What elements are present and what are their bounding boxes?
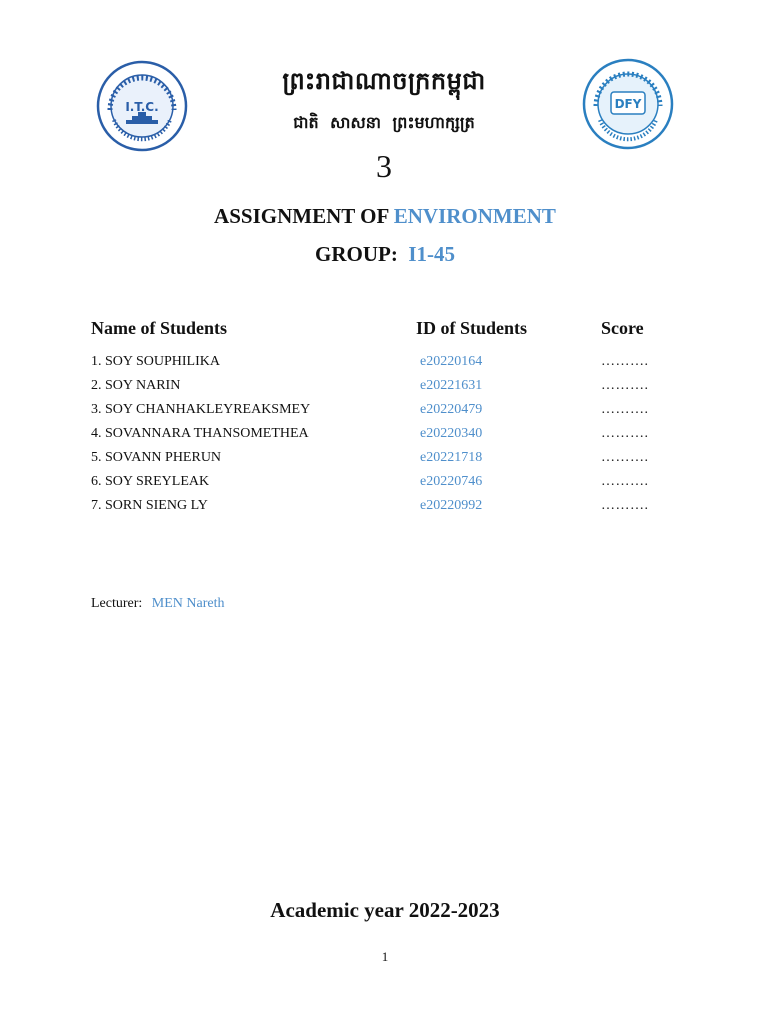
student-id: e20220340 bbox=[420, 426, 483, 441]
table-row bbox=[0, 354, 768, 378]
table-row bbox=[0, 378, 768, 402]
student-score: ………. bbox=[601, 378, 649, 393]
student-id: e20220479 bbox=[420, 402, 483, 417]
student-name: 2. SOY NARIN bbox=[91, 378, 181, 393]
group-value: I1-45 bbox=[408, 242, 455, 266]
student-score: ………. bbox=[601, 474, 649, 489]
student-score: ………. bbox=[601, 498, 649, 513]
assignment-prefix: ASSIGNMENT OF bbox=[214, 204, 389, 228]
header-id-of-students: ID of Students bbox=[416, 318, 528, 338]
student-score: ………. bbox=[601, 450, 649, 465]
lecturer-line bbox=[91, 596, 225, 612]
assignment-title bbox=[0, 204, 768, 229]
student-id: e20221718 bbox=[420, 450, 483, 465]
lecturer-label: Lecturer: bbox=[91, 596, 143, 611]
student-score: ………. bbox=[601, 402, 649, 417]
khmer-kingdom-title: ព្រះរាជាណាចក្រកម្ពុជា bbox=[282, 67, 486, 95]
page-number: 1 bbox=[381, 949, 389, 964]
assignment-subject: ENVIRONMENT bbox=[393, 204, 556, 228]
header-name-of-students: Name of Students bbox=[91, 318, 228, 338]
table-row bbox=[0, 498, 768, 522]
student-name: 5. SOVANN PHERUN bbox=[91, 450, 222, 465]
student-id: e20220746 bbox=[420, 474, 483, 489]
table-row bbox=[0, 426, 768, 450]
student-score: ………. bbox=[601, 426, 649, 441]
table-row bbox=[0, 450, 768, 474]
table-row bbox=[0, 402, 768, 426]
student-name: 1. SOY SOUPHILIKA bbox=[91, 354, 220, 369]
students-table bbox=[0, 354, 768, 522]
student-id: e20221631 bbox=[420, 378, 483, 393]
group-label: GROUP: bbox=[315, 242, 398, 266]
header-score: Score bbox=[601, 318, 644, 338]
svg-text:I.T.C.: I.T.C. bbox=[125, 100, 159, 114]
student-id: e20220992 bbox=[420, 498, 483, 513]
student-name: 3. SOY CHANHAKLEYREAKSMEY bbox=[91, 402, 311, 417]
khmer-motto: ជាតិ សាសនា ព្រះមហាក្សត្រ bbox=[293, 113, 475, 132]
assignment-number: 3 bbox=[376, 148, 392, 184]
svg-text:DFY: DFY bbox=[614, 97, 642, 111]
group-line bbox=[0, 242, 768, 267]
student-name: 6. SOY SREYLEAK bbox=[91, 474, 210, 489]
student-id: e20220164 bbox=[420, 354, 483, 369]
student-name: 7. SORN SIENG LY bbox=[91, 498, 208, 513]
lecturer-name: MEN Nareth bbox=[151, 596, 225, 611]
student-name: 4. SOVANNARA THANSOMETHEA bbox=[91, 426, 309, 441]
student-score: ………. bbox=[601, 354, 649, 369]
academic-year: Academic year 2022-2023 bbox=[270, 898, 500, 922]
table-row bbox=[0, 474, 768, 498]
